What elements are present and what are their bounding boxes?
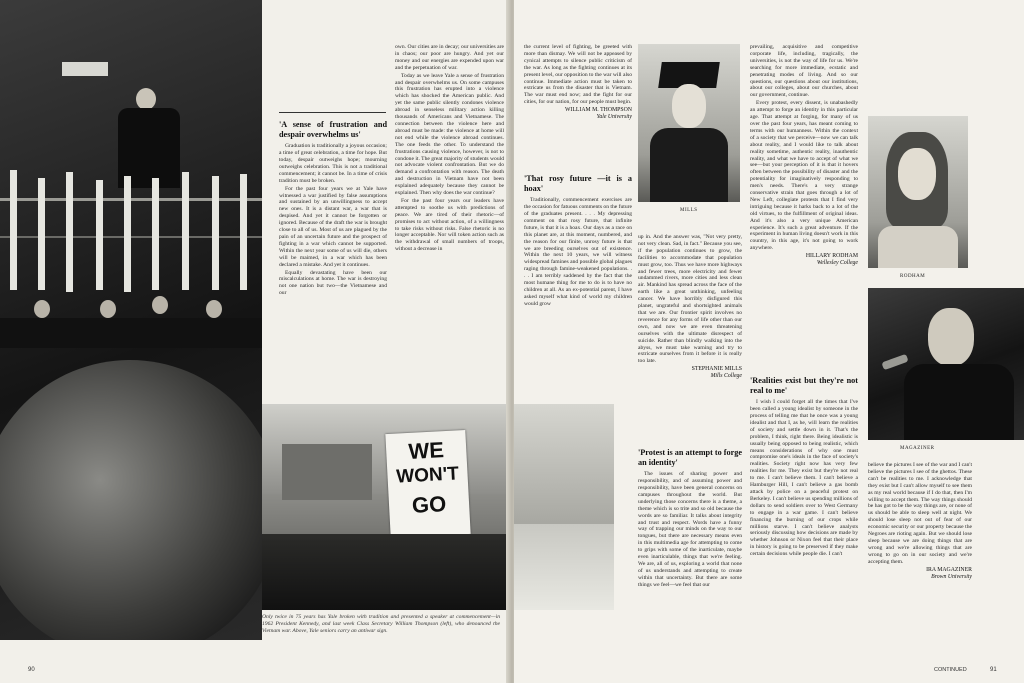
- school-yale: Yale University: [596, 114, 632, 121]
- blurred-crowd: [0, 360, 262, 640]
- signature-thompson: WILLIAM M. THOMPSON: [564, 107, 632, 114]
- column-realities: [750, 376, 858, 664]
- magaziner-face: [928, 308, 974, 366]
- flag: [152, 178, 159, 290]
- flag: [10, 170, 17, 290]
- photo-credit-rodham: RODHAM: [900, 274, 926, 279]
- heading-rosy-future: 'That rosy future —it is a hoax': [524, 174, 632, 193]
- campus-building: [282, 444, 372, 500]
- signature-mills: STEPHANIE MILLS: [691, 366, 742, 373]
- flag: [182, 172, 189, 290]
- flag: [38, 178, 45, 290]
- column-protest: [638, 448, 742, 662]
- heading-protest: 'Protest is an attempt to forge an identity': [638, 448, 742, 467]
- photo-caption: Only twice in 75 years has Yale broken with tradition and presented a speaker at commencement—in 1962 President Kennedy, and last week Class Secretary William Thompson (left), who denounced the Vietnam war. Above, Yale seniors carry an antiwar sign.: [262, 614, 500, 634]
- column-thompson-end: [524, 44, 632, 166]
- signature-magaziner: IRA MAGAZINER: [926, 566, 972, 573]
- flag: [66, 172, 73, 292]
- wont-go-sign: [385, 430, 470, 538]
- column-rodham: [750, 44, 858, 362]
- microphone: [881, 354, 908, 370]
- heading-frustration: 'A sense of frustration and despair overwhelms us': [279, 120, 387, 139]
- paragraph: For the past four years our leaders have attempted to soothe us with predictions of peace. We are tired of their rhetoric—of promises to act without action, of a willingness to take risks without risks. False rhetoric is no longer acceptable. Nor will token action such as the withdrawal of small numbers of troops, without a decrease in: [395, 197, 504, 253]
- paragraph: prevailing, acquisitive and competitive corporate life, including, tragically, the universities, is not the way of life for us. We're searching for more immediate, ecstatic and penetrating modes of living. And so our questions, our questions about our institutions, about our colleges, about our churches, about our government, continue.: [750, 44, 858, 99]
- sign-line-3: GO: [411, 491, 447, 518]
- column-rosy-future: [524, 174, 632, 400]
- photo-credit-magaziner: MAGAZINER: [900, 446, 935, 451]
- right-page: [514, 0, 1024, 683]
- ceiling-light: [62, 62, 108, 76]
- paragraph: Traditionally, commencement exercises are the occasion for fatuous comments on the future of the graduates present. . . . My depressing comment on that rosy future, that infinite future, is that it is a hoax. Our days as a race on this planet are, at this moment, numbered, and the reason for our finite, unrosy future is that we are breeding ourselves out of existence. Within the next 10 years, we will witness widespread famines and possible global plagues raging through famine-weakened populations. . . . I am terribly saddened by the fact that the most humane thing for me to do is to have no children at all. As an ex-potential parent, I have asked myself what kind of world my children would grow: [524, 197, 632, 307]
- paragraph: own. Our cities are in decay; our universities are in chaos; our poor are hungry. And yet our money and our energies are expended upon war and the perpetuation of war.: [395, 44, 504, 71]
- sign-line-1: WE: [407, 437, 445, 464]
- school-mills: Mills College: [710, 373, 742, 380]
- paragraph: Equally devastating have been our miscalculations at home. The war is destroying not one nation but two—the Vietnamese and our: [279, 269, 387, 297]
- rodham-portrait-photo: [868, 116, 968, 268]
- flag: [240, 174, 247, 290]
- gown: [650, 128, 728, 202]
- wont-go-protest-photo: [262, 404, 510, 610]
- flag: [124, 176, 131, 292]
- graduates-crowd: [262, 534, 510, 610]
- paragraph: up in. And the answer was, "Not very pretty, not very clean. Sad, in fact." Because you see, if the population continues to grow, the facilities to accommodate that population must grow, too. Thus we have more highways and fewer trees, more electricity and fewer undammed rivers, more cities and less clean air. Mankind has spread across the face of the earth like a great unthinking, unfeeling cancer. We have horribly disfigured this planet, ungrateful and shortsighted animals that we are. Our frontier spirit involves no reverence for any forms of life other than our own, and now we are even threatening ourselves with the ultimate disrespect of suicide. Rather than blindly walking into the abyss, we must take warning and try to extricate ourselves from it before it is really too late.: [638, 234, 742, 365]
- paragraph: Graduation is traditionally a joyous occasion; a time of great celebration, a time for hope. But today, despair outweighs hope; mourning outweighs celebration. This is not a traditional commencement; it cannot be. In a time of crisis tradition must be broken.: [279, 143, 387, 184]
- signature-rodham: HILLARY RODHAM: [805, 253, 858, 260]
- magaziner-portrait-photo: [868, 288, 1024, 440]
- column-mills-end: [638, 234, 742, 440]
- paragraph: Today as we leave Yale a sense of frustration and despair overwhelms us. On some campuses this frustration has erupted into a violence which has shocked the American public. And yet the same public silently condones violence abroad in senseless military action killing thousands of Americans and Vietnamese. The connection between the violence here and abroad must be made: the violence at home will not end while the violence abroad continues. The one feeds the other. To understand the frustrations causing violence, however, is not to condone it. The great majority of students would not advocate violent confrontation. But we do demand a confrontation with reason. The death and destruction in Vietnam have not been explained adequately because they cannot be explained. Then why does the war continue?: [395, 72, 504, 197]
- rodham-face: [898, 148, 936, 200]
- mills-face: [672, 84, 706, 128]
- column-magaziner-end: [868, 462, 972, 664]
- school-wellesley: Wellesley College: [816, 260, 858, 267]
- continued-label: CONTINUED: [934, 667, 967, 673]
- paragraph: For the past four years we at Yale have witnessed a war justified by false assumptions and sustained by an unwillingness to accept new ones. It is a distant war, a war that is despised. And yet it cannot be forgotten or ignored. Because of the draft the war is brought close to all of us. Most of us are plagued by the pain of an uncertain future and the prospect of fighting in a war which cannot be supported. Within the next year some of us will die, others will be maimed, in a war which has been declared a mistake. And yet it continues.: [279, 185, 387, 268]
- photo-credit-mills: MILLS: [680, 208, 698, 213]
- flag: [96, 180, 103, 290]
- left-page: [0, 0, 510, 683]
- heading-realities: 'Realities exist but they're not real to me': [750, 376, 858, 395]
- flag: [212, 176, 219, 290]
- column-frustration: [279, 120, 387, 402]
- commencement-speaker-photo: [0, 0, 262, 640]
- page-number: 90: [28, 667, 35, 673]
- school-brown: Brown University: [931, 573, 972, 580]
- page-number: 91: [990, 667, 997, 673]
- speaker-head: [136, 88, 156, 110]
- sign-line-2: WON'T: [395, 463, 460, 488]
- paragraph: The issues of sharing power and responsibility, and of assuming power and responsibility, have been general concerns on campuses throughout the world. But underlying those concerns there is a theme, a theme which is so trite and so old because the words are so familiar. It talks about integrity and trust and respect. Words have a funny way of trapping our minds on the way to our tongues, but there are necessary means even in this multimedia age for attempting to come to grips with some of the inarticulate, maybe even inarticulable, things that we're feeling. We are, all of us, exploring a world that none of us understands and attempting to create within that uncertainty. But there are some things we feel—we feel that our: [638, 471, 742, 588]
- mills-portrait-photo: [638, 44, 740, 202]
- paragraph: believe the pictures I see of the war and I can't believe the pictures I see of the ghettos. These can't be realities to me. I acknowledge that they exist but I can't allow myself to see them as my real world because if I do that, then I'm willing to accept them. The way things should be has got to be the way things are, or none of us should be able to sleep well at night. We should lose sleep not out of fear of our economic security or our property because the Negroes are rioting again. But we should lose sleep because we are doing things that are wrong and we're allowing things that are wrong to go on in our society and we're accepting them.: [868, 462, 972, 565]
- paragraph: the current level of fighting, be greeted with more than dismay. We will not be appeased by cynical attempts to silence public criticism of the war. As long as the fighting continues at its present level, our opposition to the war will also continue. Immediate action must be taken to extricate us from the disaster that is Vietnam. The war must end now; and the fight for our cities, for our nation, for our people must begin.: [524, 44, 632, 106]
- paragraph: I wish I could forget all the times that I've been called a young idealist by someone in the process of telling me that he once was a young idealist and that I, as he, will learn the realities of society and settle down in it. That's the problem, I think, right there. Being idealistic is usually being opposed to being realistic, which means considerations of why one must compromise one's ideals in the face of society's realities. Society right now has very few realities for me. They exist but they're not real to me. I can't believe them. I can't believe a Hamburger Hill, I can't believe a gas bomb attack by police on a peaceful protest on Berkeley. I can't believe us spending millions of dollars to send soldiers over to West Germany to engage in a war game. I can't believe financing the burning of our crops while millions starve. I can't believe analysts seriously discussing how decisions are made by whether Johnson or Nixon feel that their place in history is going to be preserved if they make certain decisions while people die. I can't: [750, 399, 858, 558]
- column-frustration-continued: [395, 44, 504, 402]
- graduates-photo-continued: [514, 404, 614, 610]
- paragraph: Every protest, every dissent, is unabashedly an attempt to forge an identity in this particular age. That attempt at forging, for many of us over the past four years, has meant coming to terms with our humanness. Within the context of a society that we perceive—now we can talk about reality, and I would like to talk about reality sometime, authentic reality, inauthentic reality, and what we have to accept of what we see—but your perception of it is that it hovers often between the possibility of disaster and the potentiality for imaginatively responding to men's needs. There's a very strange conservative strain that goes through a lot of New Left, collegiate protests that I find very intriguing because it harks back to a lot of the old virtues, to the fulfillment of original ideas. And it's also a very unique American experience. It's such a great adventure. If the experiment in human living doesn't work in this country, in this age, it's not going to work anywhere.: [750, 100, 858, 252]
